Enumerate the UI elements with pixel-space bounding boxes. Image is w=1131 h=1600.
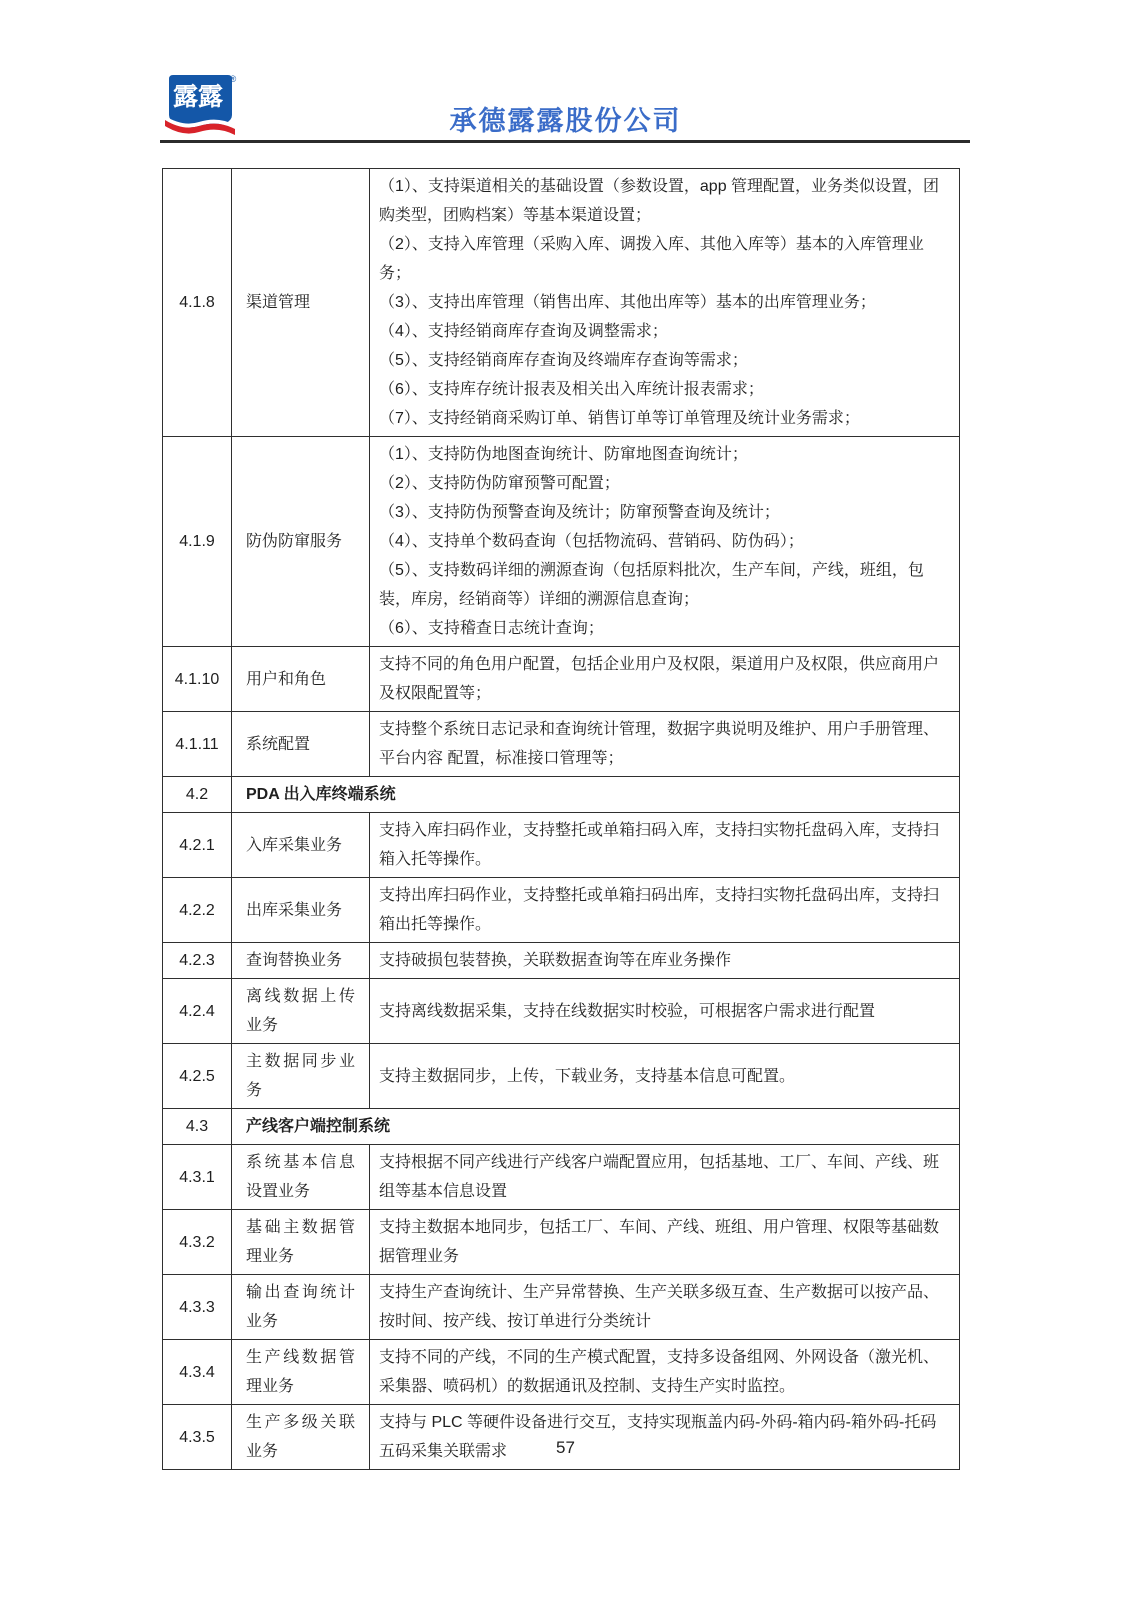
row-label: 用户和角色 [232,647,370,712]
row-number: 4.3 [163,1109,232,1145]
content-line: （7）、支持经销商采购订单、销售订单等订单管理及统计业务需求； [379,410,860,427]
table-row [163,1340,960,1405]
table-row [163,647,960,712]
table-row [163,1210,960,1275]
content-line: 支持生产查询统计、生产异常替换、生产关联多级互查、生产数据可以按产品、按时间、按产线、按订单进行分类统计 [379,1284,940,1330]
row-content [370,169,960,437]
content-line: 支持不同的产线，不同的生产模式配置，支持多设备组网、外网设备（激光机、采集器、喷码机）的数据通讯及控制、支持生产实时监控。 [379,1349,940,1395]
row-label: 生产多级关联业务 [232,1405,370,1470]
requirements-table-body [163,169,960,1470]
table-row [163,943,960,979]
row-label: 生产线数据管理业务 [232,1340,370,1405]
row-label: 输出查询统计业务 [232,1275,370,1340]
content-line: （5）、支持数码详细的溯源查询（包括原料批次，生产车间，产线，班组，包装，库房，经销商等）详细的溯源信息查询； [379,562,924,608]
row-number: 4.2.2 [163,878,232,943]
table-row [163,1044,960,1109]
row-number: 4.1.9 [163,437,232,647]
row-label: 主数据同步业务 [232,1044,370,1109]
content-line: （3）、支持出库管理（销售出库、其他出库等）基本的出库管理业务； [379,294,876,311]
row-content [370,1145,960,1210]
row-content [370,1044,960,1109]
content-line: （2）、支持防伪防窜预警可配置； [379,475,620,492]
row-label: 入库采集业务 [232,813,370,878]
row-content [370,813,960,878]
table-row [163,712,960,777]
row-content [370,1405,960,1470]
row-content [370,1210,960,1275]
row-label: 出库采集业务 [232,878,370,943]
row-number: 4.1.11 [163,712,232,777]
row-label: 渠道管理 [232,169,370,437]
row-number: 4.2 [163,777,232,813]
content-line: （5）、支持经销商库存查询及终端库存查询等需求； [379,352,748,369]
table-row [163,1145,960,1210]
page-number: 57 [556,1438,575,1457]
content-line: 支持入库扫码作业，支持整托或单箱扫码入库，支持扫实物托盘码入库，支持扫箱入托等操作。 [379,822,940,868]
row-content [370,437,960,647]
table-row [163,1405,960,1470]
section-row [163,777,960,813]
row-number: 4.1.8 [163,169,232,437]
row-label: 查询替换业务 [232,943,370,979]
row-number: 4.2.1 [163,813,232,878]
header-divider [160,140,970,143]
row-label: 基础主数据管理业务 [232,1210,370,1275]
content-line: 支持主数据本地同步，包括工厂、车间、产线、班组、用户管理、权限等基础数据管理业务 [379,1219,940,1265]
row-number: 4.3.2 [163,1210,232,1275]
requirements-table [162,168,960,1470]
table-row [163,878,960,943]
content-line: （6）、支持库存统计报表及相关出入库统计报表需求； [379,381,764,398]
content-line: （1）、支持防伪地图查询统计、防窜地图查询统计； [379,446,748,463]
section-row [163,1109,960,1145]
row-content [370,878,960,943]
content-line: 支持根据不同产线进行产线客户端配置应用，包括基地、工厂、车间、产线、班组等基本信息设置 [379,1154,940,1200]
content-line: （4）、支持单个数码查询（包括物流码、营销码、防伪码）； [379,533,804,550]
table-row [163,979,960,1044]
row-content [370,943,960,979]
content-line: 支持破损包装替换，关联数据查询等在库业务操作 [379,952,732,969]
table-row [163,1275,960,1340]
row-label: 防伪防窜服务 [232,437,370,647]
section-title: PDA 出入库终端系统 [232,777,960,813]
table-row [163,437,960,647]
row-content [370,647,960,712]
row-content [370,979,960,1044]
content-line: （4）、支持经销商库存查询及调整需求； [379,323,668,340]
content-line: 支持整个系统日志记录和查询统计管理，数据字典说明及维护、用户手册管理、平台内容 配置，标准接口管理等； [379,721,940,767]
row-number: 4.2.3 [163,943,232,979]
row-number: 4.1.10 [163,647,232,712]
content-line: 支持离线数据采集，支持在线数据实时校验，可根据客户需求进行配置 [379,1002,876,1020]
row-number: 4.2.5 [163,1044,232,1109]
row-content [370,1275,960,1340]
row-label: 系统配置 [232,712,370,777]
row-content [370,712,960,777]
row-content [370,1340,960,1405]
row-number: 4.3.3 [163,1275,232,1340]
row-number: 4.3.5 [163,1405,232,1470]
row-label: 离线数据上传业务 [232,979,370,1044]
section-title: 产线客户端控制系统 [232,1109,960,1145]
content-line: 支持不同的角色用户配置，包括企业用户及权限，渠道用户及权限，供应商用户及权限配置等； [379,656,940,702]
content-line: （6）、支持稽查日志统计查询； [379,620,604,637]
table-row [163,169,960,437]
content-line: （3）、支持防伪预警查询及统计；防窜预警查询及统计； [379,504,780,521]
content-line: 支持与 PLC 等硬件设备进行交互，支持实现瓶盖内码-外码-箱内码-箱外码-托码五码采集关联需求 [379,1414,937,1460]
table-row [163,813,960,878]
content-line: 支持出库扫码作业，支持整托或单箱扫码出库，支持扫实物托盘码出库，支持扫箱出托等操作。 [379,887,940,933]
content-line: （1）、支持渠道相关的基础设置（参数设置，app 管理配置，业务类似设置，团购类型，团购档案）等基本渠道设置； [379,178,940,224]
content-line: （2）、支持入库管理（采购入库、调拨入库、其他入库等）基本的入库管理业务； [379,236,924,282]
registered-mark: ® [229,74,237,84]
row-number: 4.3.4 [163,1340,232,1405]
logo-text: 露露 [172,82,224,111]
company-title: 承德露露股份公司 [449,106,682,136]
content-line: 支持主数据同步，上传，下载业务，支持基本信息可配置。 [379,1067,796,1085]
row-number: 4.3.1 [163,1145,232,1210]
row-label: 系统基本信息设置业务 [232,1145,370,1210]
row-number: 4.2.4 [163,979,232,1044]
